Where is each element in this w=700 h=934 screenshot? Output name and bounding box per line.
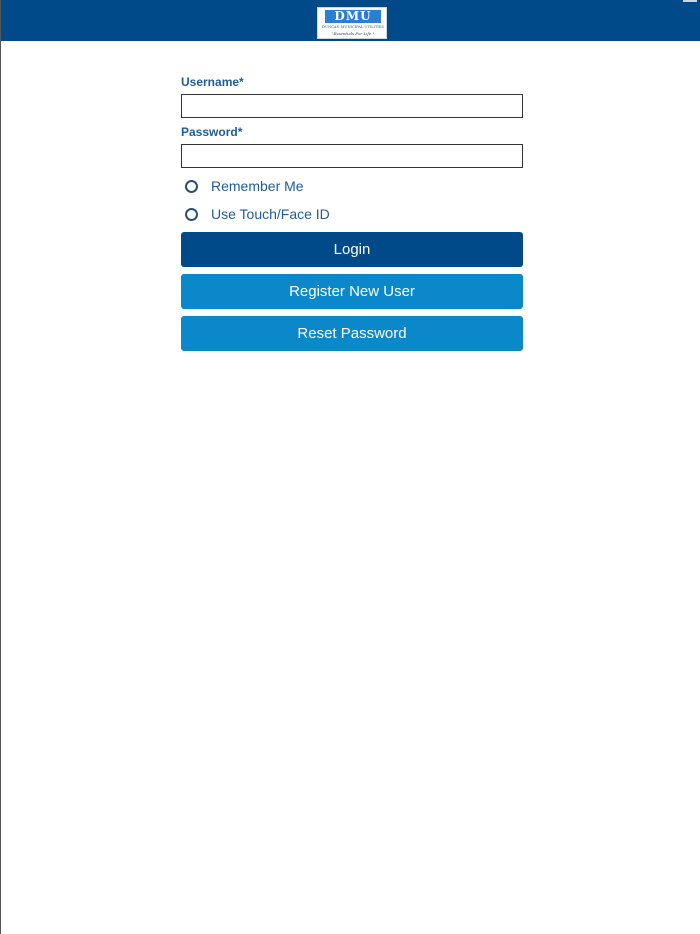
username-input[interactable] [181, 94, 523, 118]
remember-me-label: Remember Me [211, 178, 304, 194]
touch-face-id-radio[interactable] [185, 208, 198, 221]
login-button[interactable]: Login [181, 232, 523, 267]
logo-company-name: DUNCAN MUNICIPAL UTILITIES [322, 25, 384, 29]
touch-face-id-label: Use Touch/Face ID [211, 206, 330, 222]
touch-face-id-option[interactable] [185, 204, 330, 224]
reset-password-button[interactable]: Reset Password [181, 316, 523, 351]
username-label: Username* [181, 75, 244, 89]
status-indicator [683, 0, 697, 2]
app-header [1, 0, 700, 41]
remember-me-option[interactable] [185, 176, 304, 196]
password-input[interactable] [181, 144, 523, 168]
logo-tagline: "Essentials For Life." [331, 31, 375, 36]
password-label: Password* [181, 125, 243, 139]
dmu-logo [317, 7, 387, 39]
logo-mark: DMU [325, 10, 381, 23]
remember-me-radio[interactable] [185, 180, 198, 193]
register-new-user-button[interactable]: Register New User [181, 274, 523, 309]
